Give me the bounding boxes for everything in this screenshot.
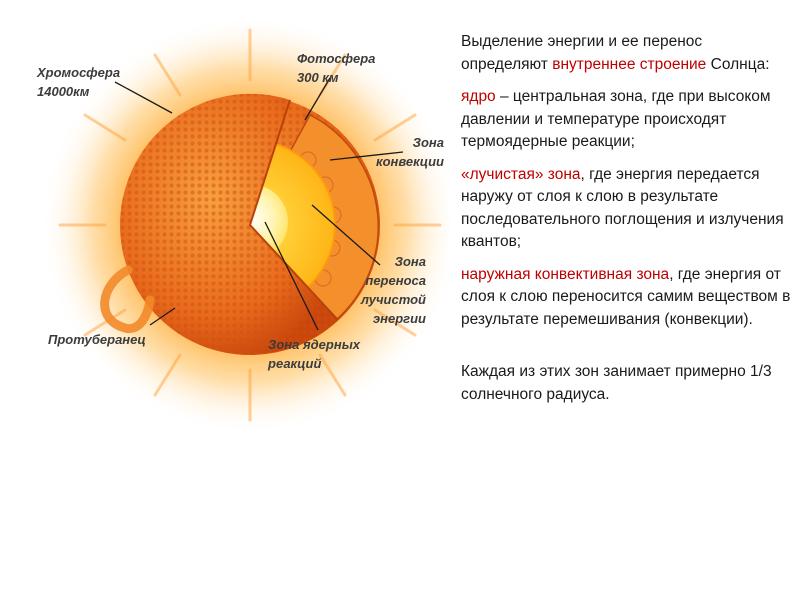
radiative-paragraph: «лучистая» зона, где энергия передается наружу от слоя к слою в результате последовательного поглощения и излучения квантов; xyxy=(461,165,784,250)
core-term: ядро xyxy=(461,88,496,105)
label-convection: Зона конвекции xyxy=(375,135,444,169)
radiative-term: «лучистая» зона xyxy=(461,165,581,183)
label-radiative: Зона переноса лучистой энергии xyxy=(360,254,426,326)
convective-term: наружная конвективная зона xyxy=(461,265,670,283)
core-paragraph: ядро – центральная зона, где при высоком давлении и температуре происходят термоядерные реакции; xyxy=(461,88,771,150)
label-core: Зона ядерных реакций xyxy=(268,337,361,371)
description-text xyxy=(461,31,791,416)
summary-paragraph: Каждая из этих зон занимает примерно 1/3 солнечного радиуса. xyxy=(461,363,772,403)
label-photosphere: Фотосфера 300 км xyxy=(297,51,376,85)
intro-paragraph: Выделение энергии и ее перенос определяют внутреннее строение Солнца: xyxy=(461,33,770,73)
intro-highlight: внутреннее строение xyxy=(552,55,707,73)
label-chromosphere: Хромосфера 14000км xyxy=(37,65,121,99)
label-prominence: Протуберанец xyxy=(48,332,146,347)
convective-paragraph: наружная конвективная зона, где энергия от слоя к слою переносится самим веществом в результате перемешивания (конвекции). xyxy=(461,265,791,328)
